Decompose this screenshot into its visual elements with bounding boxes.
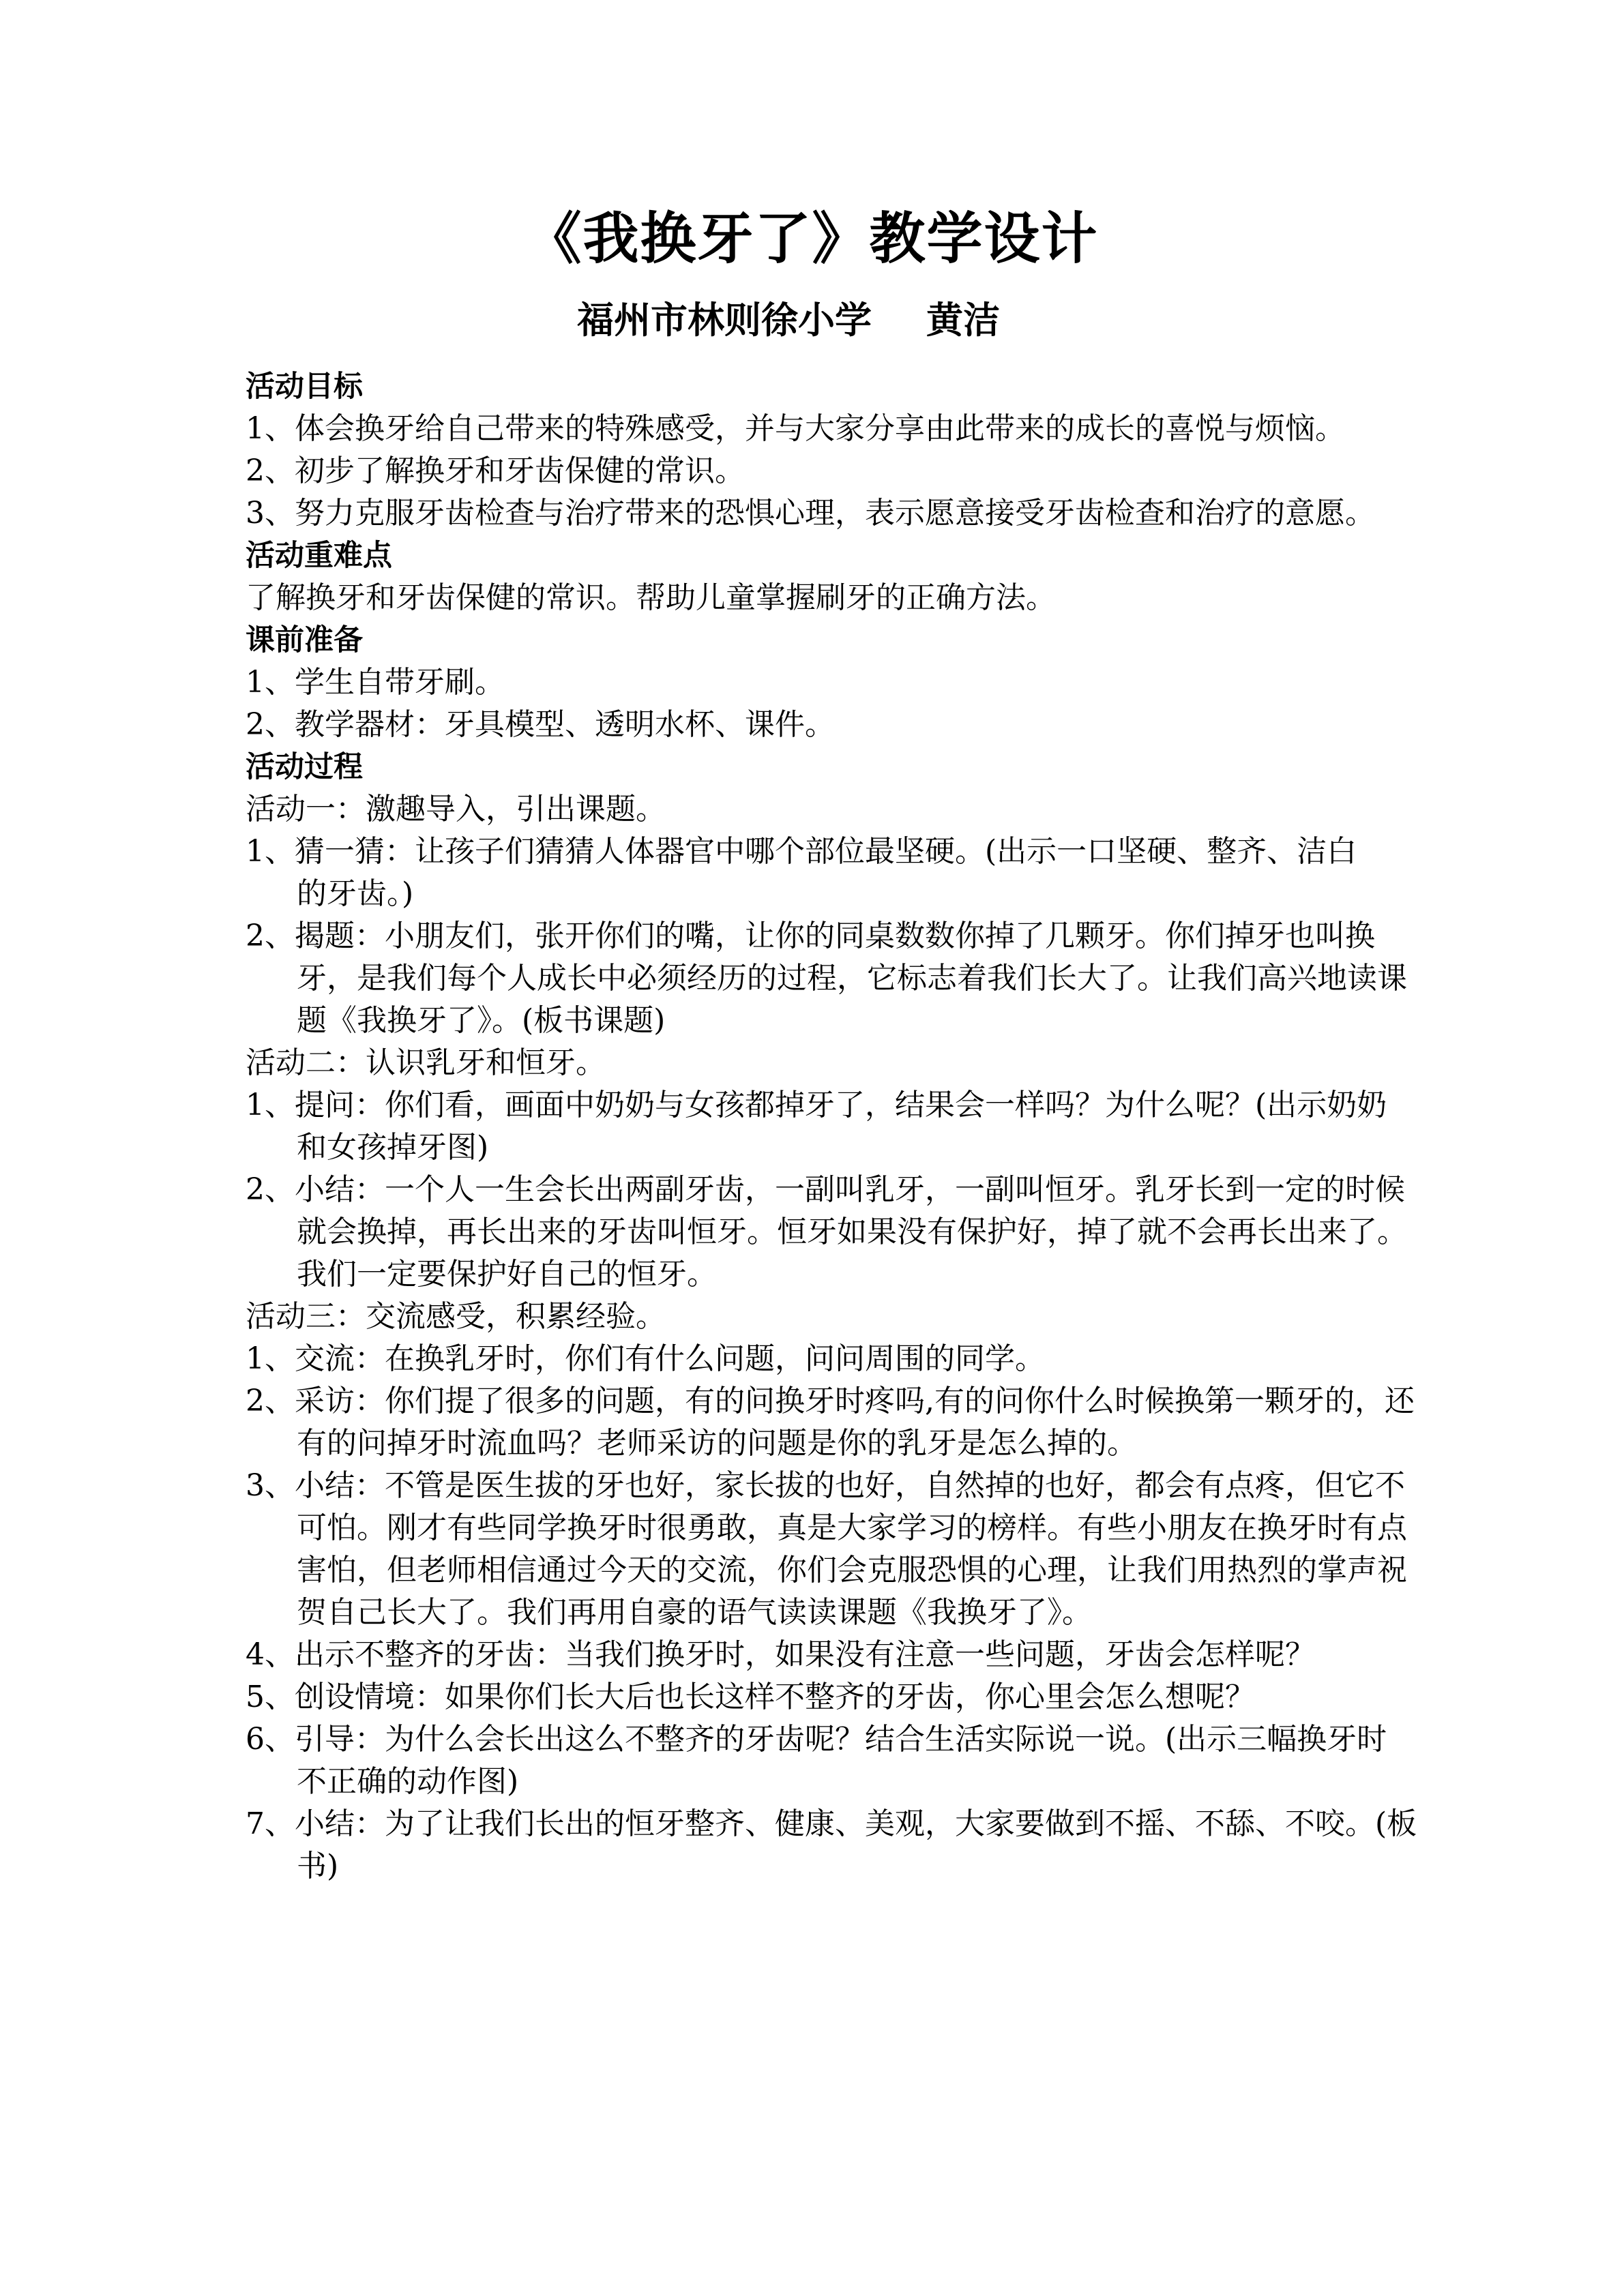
goal-item-1: 1、体会换牙给自己带来的特殊感受，并与大家分享由此带来的成长的喜悦与烦恼。: [246, 411, 1345, 446]
section-heading-goals: 活动目标: [246, 370, 363, 404]
document-body: [246, 366, 1417, 1888]
activity-3-item-1: 1、交流：在换乳牙时，你们有什么问题，问问周围的同学。: [246, 1341, 1045, 1376]
document-byline: [577, 293, 1000, 348]
school-name: 福州市林则徐小学: [577, 299, 872, 342]
goal-item-3: 3、努力克服牙齿检查与治疗带来的恐惧心理，表示愿意接受牙齿检查和治疗的意愿。: [246, 496, 1375, 531]
activity-2-item-1: 1、提问：你们看，画面中奶奶与女孩都掉牙了，结果会一样吗？为什么呢？(出示奶奶和女孩掉牙图): [246, 1088, 1387, 1165]
section-heading-preparation: 课前准备: [246, 623, 363, 657]
preparation-item-2: 2、教学器材：牙具模型、透明水杯、课件。: [246, 707, 835, 742]
activity-1-title: 活动一：激趣导入，引出课题。: [246, 792, 666, 826]
key-points-text: 了解换牙和牙齿保健的常识。帮助儿童掌握刷牙的正确方法。: [246, 580, 1056, 615]
activity-3-item-3: 3、小结：不管是医生拔的牙也好，家长拔的也好，自然掉的也好，都会有点疼，但它不可怕。刚才有些同学换牙时很勇敢，真是大家学习的榜样。有些小朋友在换牙时有点害怕，但老师相信通过今天的交流，你们会克服恐惧的心理，让我们用热烈的掌声祝贺自己长大了。我们再用自豪的语气读读课题《我换牙了》。: [246, 1468, 1407, 1630]
activity-1-item-1: 1、猜一猜：让孩子们猜猜人体器官中哪个部位最坚硬。(出示一口坚硬、整齐、洁白的牙齿。): [246, 834, 1357, 911]
activity-2-item-2: 2、小结：一个人一生会长出两副牙齿，一副叫乳牙，一副叫恒牙。乳牙长到一定的时候就会换掉，再长出来的牙齿叫恒牙。恒牙如果没有保护好，掉了就不会再长出来了。我们一定要保护好自己的恒牙。: [246, 1172, 1407, 1292]
activity-3-item-6: 6、引导：为什么会长出这么不整齐的牙齿呢？结合生活实际说一说。(出示三幅换牙时不正确的动作图): [246, 1722, 1387, 1799]
activity-1-item-2: 2、揭题：小朋友们，张开你们的嘴，让你的同桌数数你掉了几颗牙。你们掉牙也叫换牙，是我们每个人成长中必须经历的过程，它标志着我们长大了。让我们高兴地读课题《我换牙了》。(板书课题): [246, 919, 1407, 1038]
activity-3-item-7: 7、小结：为了让我们长出的恒牙整齐、健康、美观，大家要做到不摇、不舔、不咬。(板书): [246, 1806, 1417, 1883]
activity-3-item-5: 5、创设情境：如果你们长大后也长这样不整齐的牙齿，你心里会怎么想呢？: [246, 1680, 1255, 1714]
preparation-item-1: 1、学生自带牙刷。: [246, 665, 505, 700]
activity-3-item-2: 2、采访：你们提了很多的问题，有的问换牙时疼吗,有的问你什么时候换第一颗牙的，还有的问掉牙时流血吗？老师采访的问题是你的乳牙是怎么掉的。: [246, 1384, 1415, 1461]
activity-3-item-4: 4、出示不整齐的牙齿：当我们换牙时，如果没有注意一些问题，牙齿会怎样呢？: [246, 1637, 1315, 1672]
section-heading-key-points: 活动重难点: [246, 539, 392, 573]
activity-2-title: 活动二：认识乳牙和恒牙。: [246, 1045, 606, 1080]
document-title: 《我换牙了》教学设计: [525, 207, 1099, 271]
goal-item-2: 2、初步了解换牙和牙齿保健的常识。: [246, 453, 745, 488]
activity-3-title: 活动三：交流感受，积累经验。: [246, 1299, 666, 1334]
section-heading-process: 活动过程: [246, 750, 363, 784]
author-name: 黄洁: [926, 299, 1000, 342]
